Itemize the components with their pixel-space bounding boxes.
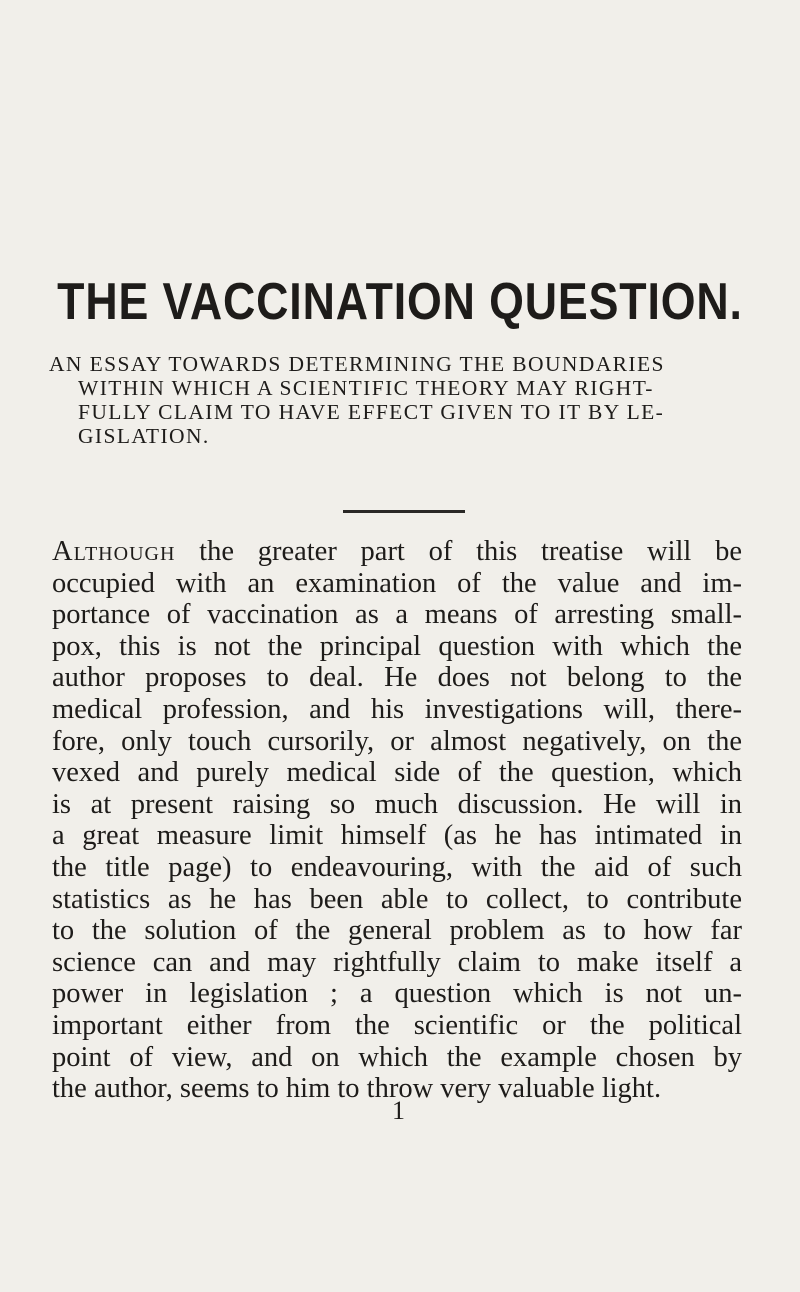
paragraph-line: vexed and purely medical side of the question, which (52, 757, 742, 789)
subtitle-line: GISLATION. (78, 424, 210, 448)
paragraph-line: science can and may rightfully claim to make itself a (52, 946, 742, 978)
paragraph-line: portance of vaccination as a means of arresting small- (52, 599, 742, 631)
paragraph-line: point of view, and on which the example chosen by (52, 1041, 742, 1073)
paragraph-line: is at present raising so much discussion. He will in (52, 788, 742, 820)
subtitle-line: WITHIN WHICH A SCIENTIFIC THEORY MAY RIGHT- (78, 376, 654, 400)
page-title: THE VACCINATION QUESTION. (57, 273, 743, 331)
paragraph-line: medical profession, and his investigations will, there- (52, 693, 742, 725)
paragraph-line: fore, only touch cursorily, or almost negatively, on the (52, 725, 742, 757)
paragraph-line: statistics as he has been able to collect, to contribute (52, 883, 742, 915)
paragraph-line: to the solution of the general problem as to how far (52, 915, 742, 947)
paragraph-line: occupied with an examination of the value and im- (52, 567, 742, 599)
subtitle-line: AN ESSAY TOWARDS DETERMINING THE BOUNDARIES (49, 352, 665, 376)
paragraph-line: power in legislation ; a question which is not un- (52, 978, 742, 1010)
paragraph-line: pox, this is not the principal question with which the (52, 630, 742, 662)
lead-word: Although (52, 536, 176, 567)
paragraph-line: author proposes to deal. He does not belong to the (52, 662, 742, 694)
subtitle (49, 352, 764, 448)
paragraph-line (52, 536, 742, 568)
paragraph-line: the author, seems to him to throw very valuable light. (52, 1073, 662, 1105)
paragraph-line: a great measure limit himself (as he has intimated in (52, 820, 742, 852)
page-number: 1 (392, 1096, 405, 1125)
paragraph-line: important either from the scientific or the political (52, 1009, 742, 1041)
subtitle-line: FULLY CLAIM TO HAVE EFFECT GIVEN TO IT BY LE- (78, 400, 665, 424)
first-line-text: the greater part of this treatise will be (175, 536, 742, 567)
paragraph-line: the title page) to endeavouring, with the aid of such (52, 851, 742, 883)
body-paragraph (52, 536, 742, 1105)
section-divider (343, 510, 465, 513)
